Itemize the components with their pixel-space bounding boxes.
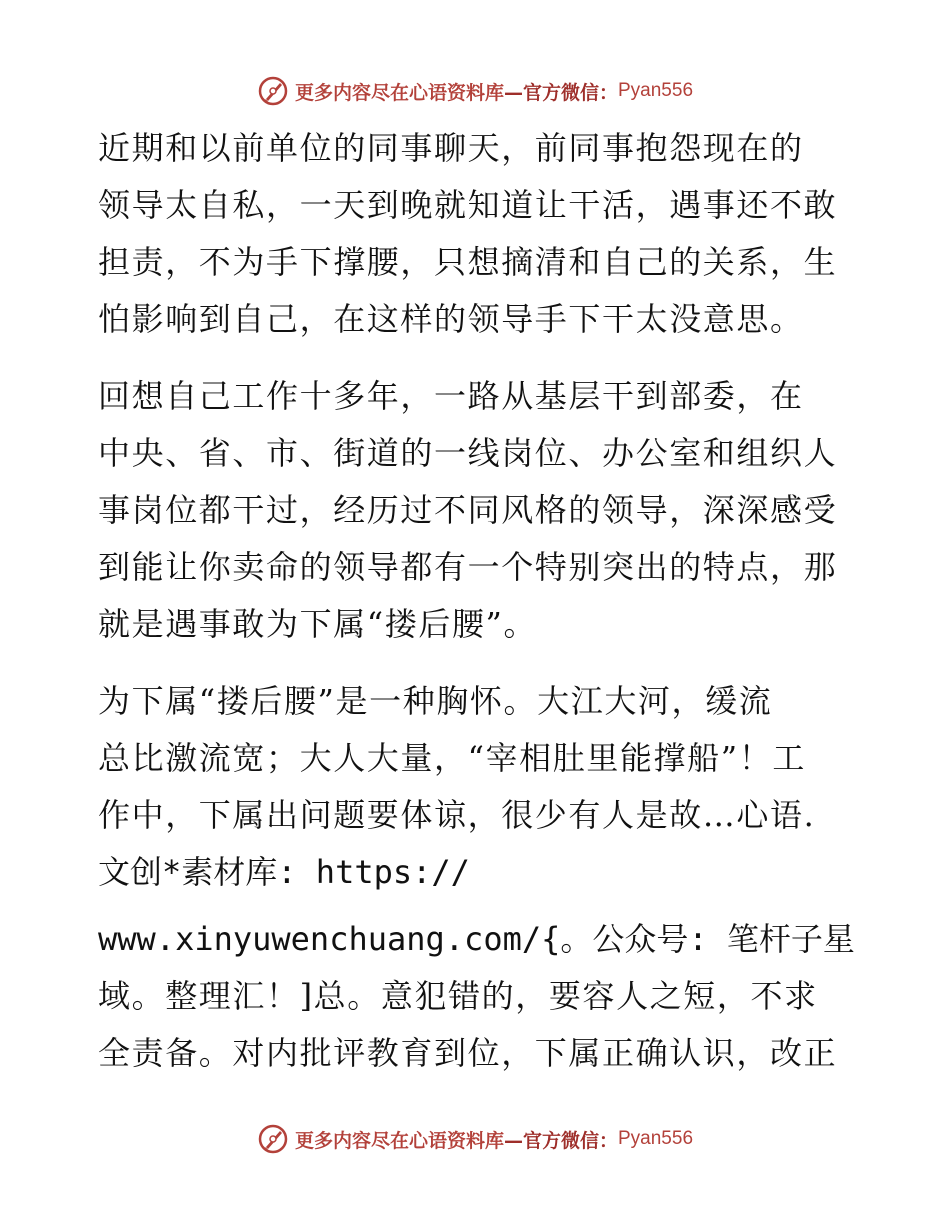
paragraph-3-line-2: 总比激流宽；大人大量，“宰相肚里能撑船”！工 bbox=[98, 739, 806, 777]
paragraph-2-line-1: 回想自己工作十多年，一路从基层干到部委，在 bbox=[98, 377, 804, 415]
paragraph-3-line-5: www.xinyuwenchuang.com/{。公众号: 笔杆子星 bbox=[98, 920, 855, 958]
watermark-main-text: 更多内容尽在心语资料库 bbox=[294, 81, 504, 104]
paragraph-2-line-4: 到能让你卖命的领导都有一个特别突出的特点，那 bbox=[98, 548, 838, 586]
paragraph-1-line-4: 怕影响到自己，在这样的领导手下干太没意思。 bbox=[98, 300, 804, 338]
paragraph-3-line-4: 文创*素材库: https:// bbox=[98, 853, 470, 891]
paragraph-3-line-1: 为下属“搂后腰”是一种胸怀。大江大河，缓流 bbox=[98, 682, 773, 720]
watermark-wechat-id: Pyan556 bbox=[618, 80, 694, 101]
quill-logo-icon bbox=[257, 1123, 289, 1155]
quill-logo-icon bbox=[257, 75, 289, 107]
footer-watermark bbox=[0, 1119, 950, 1159]
paragraph-2-line-2: 中央、省、市、街道的一线岗位、办公室和组织人 bbox=[98, 434, 838, 472]
paragraph-3-line-6: 域。整理汇！]总。意犯错的，要容人之短，不求 bbox=[98, 977, 818, 1015]
paragraph-2-line-5: 就是遇事敢为下属“搂后腰”。 bbox=[98, 605, 538, 643]
header-watermark bbox=[0, 71, 950, 111]
watermark-main-text: 更多内容尽在心语资料库 bbox=[294, 1129, 504, 1152]
paragraph-3-line-7: 全责备。对内批评教育到位，下属正确认识，改正 bbox=[98, 1034, 838, 1072]
watermark-dash-text: —官方微信： bbox=[503, 81, 618, 104]
paragraph-3-line-3: 作中，下属出问题要体谅，很少有人是故…心语. bbox=[98, 796, 816, 834]
paragraph-1-line-2: 领导太自私，一天到晚就知道让干活，遇事还不敢 bbox=[98, 186, 838, 224]
paragraph-1-line-3: 担责，不为手下撑腰，只想摘清和自己的关系，生 bbox=[98, 243, 838, 281]
paragraph-1-line-1: 近期和以前单位的同事聊天，前同事抱怨现在的 bbox=[98, 129, 804, 167]
paragraph-2-line-3: 事岗位都干过，经历过不同风格的领导，深深感受 bbox=[98, 491, 838, 529]
watermark-wechat-id: Pyan556 bbox=[618, 1128, 694, 1149]
watermark-dash-text: —官方微信： bbox=[503, 1129, 618, 1152]
